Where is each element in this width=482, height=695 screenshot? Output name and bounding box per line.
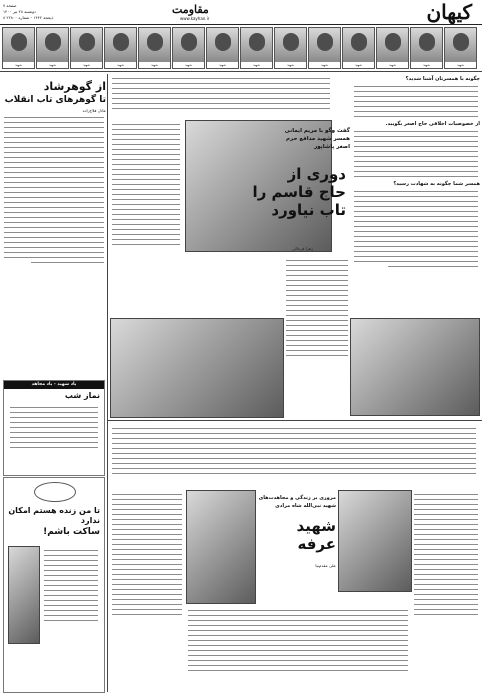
- main-headline-1: دوری از: [287, 165, 346, 183]
- family-photo: [350, 318, 480, 416]
- bottom-left-text: [110, 490, 184, 690]
- site-url[interactable]: www.kayhan.ir: [180, 16, 210, 21]
- namaz-label: یاد شهید - یاد مجاهد: [4, 381, 104, 389]
- martyr-portrait: شهید: [444, 27, 477, 69]
- rule-middle: [108, 420, 482, 421]
- martyr-portrait: شهید: [240, 27, 273, 69]
- portrait-strip: [2, 27, 480, 69]
- lower-text-band: [110, 424, 478, 484]
- martyr-portrait: شهید: [172, 27, 205, 69]
- bottom-kicker: مروری بر زندگی و مجاهدت‌های: [258, 495, 336, 501]
- quote-line-2: ساکت باشم!: [43, 527, 100, 537]
- martyr-portrait: شهید: [70, 27, 103, 69]
- martyr-photo-left: [186, 490, 256, 604]
- martyr-portrait: شهید: [2, 27, 35, 69]
- question-2: از خصوصیات اخلاقی حاج اصغر بگویید.: [385, 121, 480, 127]
- namaz-title: نماز شب: [64, 391, 100, 400]
- martyr-portrait: شهید: [274, 27, 307, 69]
- namaz-box: [3, 380, 105, 476]
- main-headline-2: حاج قاسم را: [252, 183, 346, 201]
- bottom-kicker-2: شهید نبی‌الله شاه مرادی: [275, 503, 336, 509]
- martyr-portrait: شهید: [308, 27, 341, 69]
- cleric-photo: [8, 546, 40, 644]
- center-top-text: [110, 74, 332, 118]
- left-headline-1: از گوهرشاد: [43, 80, 106, 93]
- section-title: مقاومت: [172, 3, 209, 16]
- left-article-body: [2, 117, 106, 263]
- martyr-portrait: شهید: [36, 27, 69, 69]
- bottom-center-text: [186, 606, 410, 690]
- martyr-portrait: شهید: [376, 27, 409, 69]
- main-headline-3: تاب نیاورد: [271, 201, 346, 219]
- left-headline-2: تا گوهرهای تاب انقلاب: [4, 95, 106, 105]
- interview-headline-block: [250, 128, 350, 150]
- quote-line-1: تا من زنده هستم امکان ندارد: [8, 506, 100, 525]
- martyr-portrait: شهید: [138, 27, 171, 69]
- bottom-headline-2: عرفه: [297, 535, 336, 553]
- martyr-portrait: شهید: [206, 27, 239, 69]
- issue-line: ۸ ذیحجه ۱۴۴۲ - شماره ۲۲۸۰۰: [3, 15, 54, 20]
- left-byline: عادل فلاح‌زاده: [82, 108, 106, 113]
- bottom-byline: علی مقدم‌نیا: [315, 563, 336, 568]
- group-photo: [110, 318, 284, 418]
- martyr-portrait: شهید: [410, 27, 443, 69]
- rule-top: [0, 71, 482, 72]
- martyr-portrait: شهید: [104, 27, 137, 69]
- interview-kicker: گفت وگو با مریم ایمانی: [284, 128, 350, 134]
- kayhan-logo: کیهان: [426, 0, 472, 24]
- center-left-column: [110, 120, 182, 316]
- interview-sub: همسر شهید مدافع حرم: [286, 136, 350, 142]
- interview-name: اصغر پاشاپور: [314, 144, 350, 150]
- question-3: همسر شما چگونه به شهادت رسید؟: [393, 181, 480, 187]
- date-line: دوشنبه ۲۸ تیر ۱۴۰۰: [3, 9, 36, 14]
- quote-box: [3, 477, 105, 693]
- bottom-headline-1: شهید: [296, 517, 336, 535]
- rule-left: [107, 74, 108, 692]
- calligraphy-emblem: [34, 482, 76, 502]
- masthead: [0, 0, 482, 25]
- question-1: چگونه با همسرتان آشنا شدید؟: [405, 76, 480, 82]
- bottom-headline-block: [256, 495, 336, 568]
- middle-text-columns: [284, 256, 350, 416]
- photo-credit: زهرا فرجالی: [292, 246, 313, 251]
- page-number: صفحه ۷: [3, 3, 17, 8]
- main-headline-block: [250, 165, 346, 219]
- martyr-photo-right: [338, 490, 412, 592]
- martyr-portrait: شهید: [342, 27, 375, 69]
- bottom-right-text: [412, 490, 480, 690]
